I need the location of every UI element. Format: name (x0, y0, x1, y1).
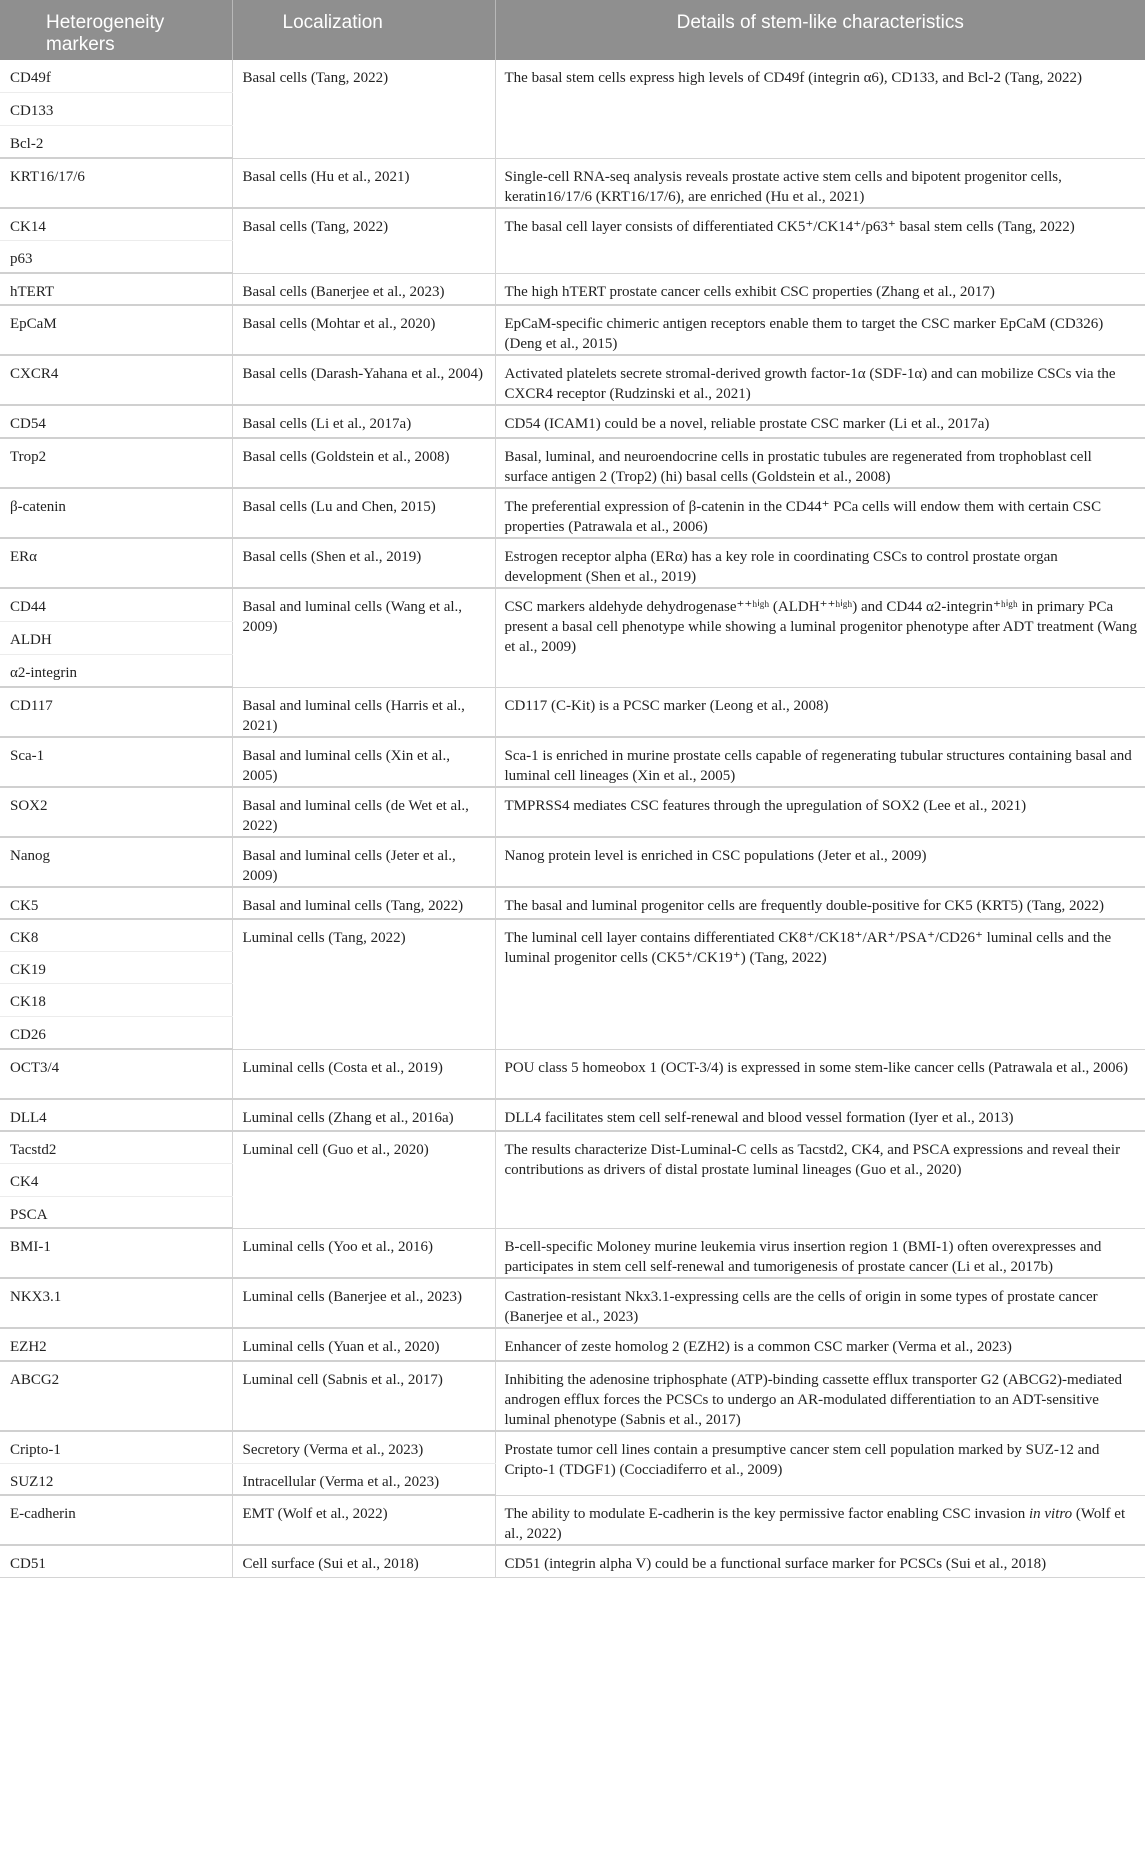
localization-cell: Luminal cells (Costa et al., 2019) (232, 1049, 495, 1099)
table-row (0, 405, 1145, 438)
table-row (0, 538, 1145, 588)
marker-cell: Trop2 (0, 438, 232, 488)
localization-cell: Basal cells (Li et al., 2017a) (232, 405, 495, 438)
details-cell: Nanog protein level is enriched in CSC populations (Jeter et al., 2009) (495, 837, 1145, 887)
marker-cell: CXCR4 (0, 355, 232, 405)
table-row (0, 60, 1145, 92)
marker-cell: α2-integrin (0, 654, 232, 687)
marker-cell: DLL4 (0, 1099, 232, 1131)
localization-cell: Luminal cells (Banerjee et al., 2023) (232, 1278, 495, 1328)
localization-cell: Luminal cells (Tang, 2022) (232, 919, 495, 1049)
details-cell: CD117 (C-Kit) is a PCSC marker (Leong et al., 2008) (495, 687, 1145, 737)
localization-cell: Luminal cell (Guo et al., 2020) (232, 1131, 495, 1228)
table-row (0, 1228, 1145, 1278)
marker-cell: E-cadherin (0, 1495, 232, 1545)
marker-cell: KRT16/17/6 (0, 158, 232, 208)
table-row (0, 305, 1145, 355)
header-localization: Localization (232, 0, 495, 60)
marker-cell: CD51 (0, 1545, 232, 1577)
details-cell: The basal cell layer consists of differentiated CK5⁺/CK14⁺/p63⁺ basal stem cells (Tang, 2022) (495, 208, 1145, 273)
details-cell: POU class 5 homeobox 1 (OCT-3/4) is expressed in some stem-like cancer cells (Patrawala et al., 2006) (495, 1049, 1145, 1099)
table-row (0, 1361, 1145, 1431)
details-cell: The basal and luminal progenitor cells are frequently double-positive for CK5 (KRT5) (Tang, 2022) (495, 887, 1145, 919)
localization-cell: Basal and luminal cells (Wang et al., 2009) (232, 588, 495, 687)
marker-cell: CD44 (0, 588, 232, 621)
details-cell: EpCaM-specific chimeric antigen receptors enable them to target the CSC marker EpCaM (CD326) (Deng et al., 2015) (495, 305, 1145, 355)
marker-cell: BMI-1 (0, 1228, 232, 1278)
table-row (0, 887, 1145, 919)
marker-cell: Cripto-1 (0, 1431, 232, 1463)
details-cell: The luminal cell layer contains differentiated CK8⁺/CK18⁺/AR⁺/PSA⁺/CD26⁺ luminal cells and the luminal progenitor cells (CK5⁺/CK19⁺) (Tang, 2022) (495, 919, 1145, 1049)
localization-cell: Basal cells (Lu and Chen, 2015) (232, 488, 495, 538)
localization-cell: Basal and luminal cells (Harris et al., 2021) (232, 687, 495, 737)
localization-cell: Basal cells (Hu et al., 2021) (232, 158, 495, 208)
localization-cell: Basal and luminal cells (Jeter et al., 2009) (232, 837, 495, 887)
localization-cell: Cell surface (Sui et al., 2018) (232, 1545, 495, 1577)
details-cell: Prostate tumor cell lines contain a presumptive cancer stem cell population marked by SUZ-12 and Cripto-1 (TDGF1) (Cocciadiferro et al., 2009) (495, 1431, 1145, 1495)
table-row (0, 1049, 1145, 1099)
details-cell: The high hTERT prostate cancer cells exhibit CSC properties (Zhang et al., 2017) (495, 273, 1145, 305)
localization-cell: Luminal cells (Zhang et al., 2016a) (232, 1099, 495, 1131)
localization-cell: Basal cells (Tang, 2022) (232, 208, 495, 273)
header-markers: Heterogeneity markers (0, 0, 232, 60)
details-cell: Castration-resistant Nkx3.1-expressing cells are the cells of origin in some types of prostate cancer (Banerjee et al., 2023) (495, 1278, 1145, 1328)
table-row (0, 1328, 1145, 1361)
details-cell: Activated platelets secrete stromal-derived growth factor-1α (SDF-1α) and can mobilize CSCs via the CXCR4 receptor (Rudzinski et al., 2021) (495, 355, 1145, 405)
localization-cell: Basal and luminal cells (de Wet et al., 2022) (232, 787, 495, 837)
marker-cell: CK5 (0, 887, 232, 919)
table-row (0, 919, 1145, 951)
table-row (0, 1278, 1145, 1328)
marker-cell: Bcl-2 (0, 125, 232, 158)
marker-cell: ERα (0, 538, 232, 588)
details-cell: Sca-1 is enriched in murine prostate cells capable of regenerating tubular structures containing basal and luminal cell lineages (Xin et al., 2005) (495, 737, 1145, 787)
localization-cell: Basal cells (Mohtar et al., 2020) (232, 305, 495, 355)
table-row (0, 1545, 1145, 1577)
marker-cell: CD117 (0, 687, 232, 737)
details-cell: TMPRSS4 mediates CSC features through the upregulation of SOX2 (Lee et al., 2021) (495, 787, 1145, 837)
marker-cell: CK4 (0, 1163, 232, 1196)
details-cell: CD54 (ICAM1) could be a novel, reliable prostate CSC marker (Li et al., 2017a) (495, 405, 1145, 438)
table-row (0, 1495, 1145, 1545)
marker-cell: OCT3/4 (0, 1049, 232, 1099)
localization-cell: Basal and luminal cells (Xin et al., 2005) (232, 737, 495, 787)
details-text: The ability to modulate E-cadherin is the key permissive factor enabling CSC invasion (504, 1505, 1029, 1522)
details-cell: The basal stem cells express high levels of CD49f (integrin α6), CD133, and Bcl-2 (Tang, 2022) (495, 60, 1145, 158)
details-cell: Estrogen receptor alpha (ERα) has a key role in coordinating CSCs to control prostate organ development (Shen et al., 2019) (495, 538, 1145, 588)
localization-cell: Luminal cells (Yoo et al., 2016) (232, 1228, 495, 1278)
details-cell (495, 1495, 1145, 1545)
localization-cell: Basal cells (Darash-Yahana et al., 2004) (232, 355, 495, 405)
table-row (0, 1099, 1145, 1131)
marker-cell: PSCA (0, 1196, 232, 1228)
localization-cell: Basal cells (Goldstein et al., 2008) (232, 438, 495, 488)
marker-cell: hTERT (0, 273, 232, 305)
marker-cell: SUZ12 (0, 1463, 232, 1495)
details-cell: CD51 (integrin alpha V) could be a functional surface marker for PCSCs (Sui et al., 2018) (495, 1545, 1145, 1577)
marker-cell: CK8 (0, 919, 232, 951)
details-cell: B-cell-specific Moloney murine leukemia virus insertion region 1 (BMI-1) often overexpresses and participates in stem cell self-renewal and tumorigenesis of prostate cancer (Li et al., 2017b) (495, 1228, 1145, 1278)
details-cell: Enhancer of zeste homolog 2 (EZH2) is a common CSC marker (Verma et al., 2023) (495, 1328, 1145, 1361)
marker-cell: ABCG2 (0, 1361, 232, 1431)
table-row (0, 687, 1145, 737)
details-italic: in vitro (1028, 1505, 1073, 1522)
table-row (0, 438, 1145, 488)
marker-cell: EZH2 (0, 1328, 232, 1361)
marker-cell: CD54 (0, 405, 232, 438)
table-row (0, 1131, 1145, 1163)
header-details: Details of stem-like characteristics (495, 0, 1145, 60)
localization-cell: Basal and luminal cells (Tang, 2022) (232, 887, 495, 919)
marker-cell: Tacstd2 (0, 1131, 232, 1163)
marker-cell: Sca-1 (0, 737, 232, 787)
localization-cell: Secretory (Verma et al., 2023) (232, 1431, 495, 1463)
table-row (0, 355, 1145, 405)
localization-cell: Basal cells (Tang, 2022) (232, 60, 495, 158)
table-row (0, 588, 1145, 621)
localization-cell: Basal cells (Banerjee et al., 2023) (232, 273, 495, 305)
details-cell: Single-cell RNA-seq analysis reveals prostate active stem cells and bipotent progenitor cells, keratin16/17/6 (KRT16/17/6), are enriched (Hu et al., 2021) (495, 158, 1145, 208)
marker-cell: CK14 (0, 208, 232, 240)
localization-cell: Luminal cells (Yuan et al., 2020) (232, 1328, 495, 1361)
table-row (0, 837, 1145, 887)
table-row (0, 488, 1145, 538)
localization-cell: Basal cells (Shen et al., 2019) (232, 538, 495, 588)
details-cell: The preferential expression of β-catenin in the CD44⁺ PCa cells will endow them with certain CSC properties (Patrawala et al., 2006) (495, 488, 1145, 538)
table-row (0, 737, 1145, 787)
localization-cell: Intracellular (Verma et al., 2023) (232, 1463, 495, 1495)
table-row (0, 158, 1145, 208)
marker-cell: β-catenin (0, 488, 232, 538)
marker-cell: ALDH (0, 621, 232, 654)
localization-cell: EMT (Wolf et al., 2022) (232, 1495, 495, 1545)
table-row (0, 273, 1145, 305)
marker-cell: SOX2 (0, 787, 232, 837)
marker-cell: CK19 (0, 951, 232, 983)
header-row (0, 0, 1145, 60)
marker-cell: CD133 (0, 92, 232, 125)
table-body (0, 60, 1145, 1577)
details-cell: CSC markers aldehyde dehydrogenase⁺⁺ʰⁱᵍʰ (ALDH⁺⁺ʰⁱᵍʰ) and CD44 α2-integrin⁺ʰⁱᵍʰ in primary PCa present a basal cell phenotype while showing a luminal progenitor phenotype after ADT treatment (Wang et al., 2009) (495, 588, 1145, 687)
details-cell: The results characterize Dist-Luminal-C cells as Tacstd2, CK4, and PSCA expressions and reveal their contributions as drivers of distal prostate luminal lineages (Guo et al., 2020) (495, 1131, 1145, 1228)
marker-cell: CD26 (0, 1016, 232, 1049)
marker-cell: CD49f (0, 60, 232, 92)
marker-cell: Nanog (0, 837, 232, 887)
details-cell: Inhibiting the adenosine triphosphate (ATP)-binding cassette efflux transporter G2 (ABCG2)-mediated androgen efflux forces the PCSCs to undergo an AR-modulated differentiation to an ADT-sensitive luminal phenotype (Sabnis et al., 2017) (495, 1361, 1145, 1431)
table-row (0, 787, 1145, 837)
details-citation: (Wolf et al., 2022) (504, 1505, 1126, 1542)
marker-cell: p63 (0, 240, 232, 273)
table-row (0, 208, 1145, 240)
details-cell: Basal, luminal, and neuroendocrine cells in prostatic tubules are regenerated from trophoblast cell surface antigen 2 (Trop2) (hi) basal cells (Goldstein et al., 2008) (495, 438, 1145, 488)
table-row (0, 1431, 1145, 1463)
details-cell: DLL4 facilitates stem cell self-renewal and blood vessel formation (Iyer et al., 2013) (495, 1099, 1145, 1131)
marker-cell: CK18 (0, 983, 232, 1016)
marker-cell: EpCaM (0, 305, 232, 355)
localization-cell: Luminal cell (Sabnis et al., 2017) (232, 1361, 495, 1431)
marker-cell: NKX3.1 (0, 1278, 232, 1328)
